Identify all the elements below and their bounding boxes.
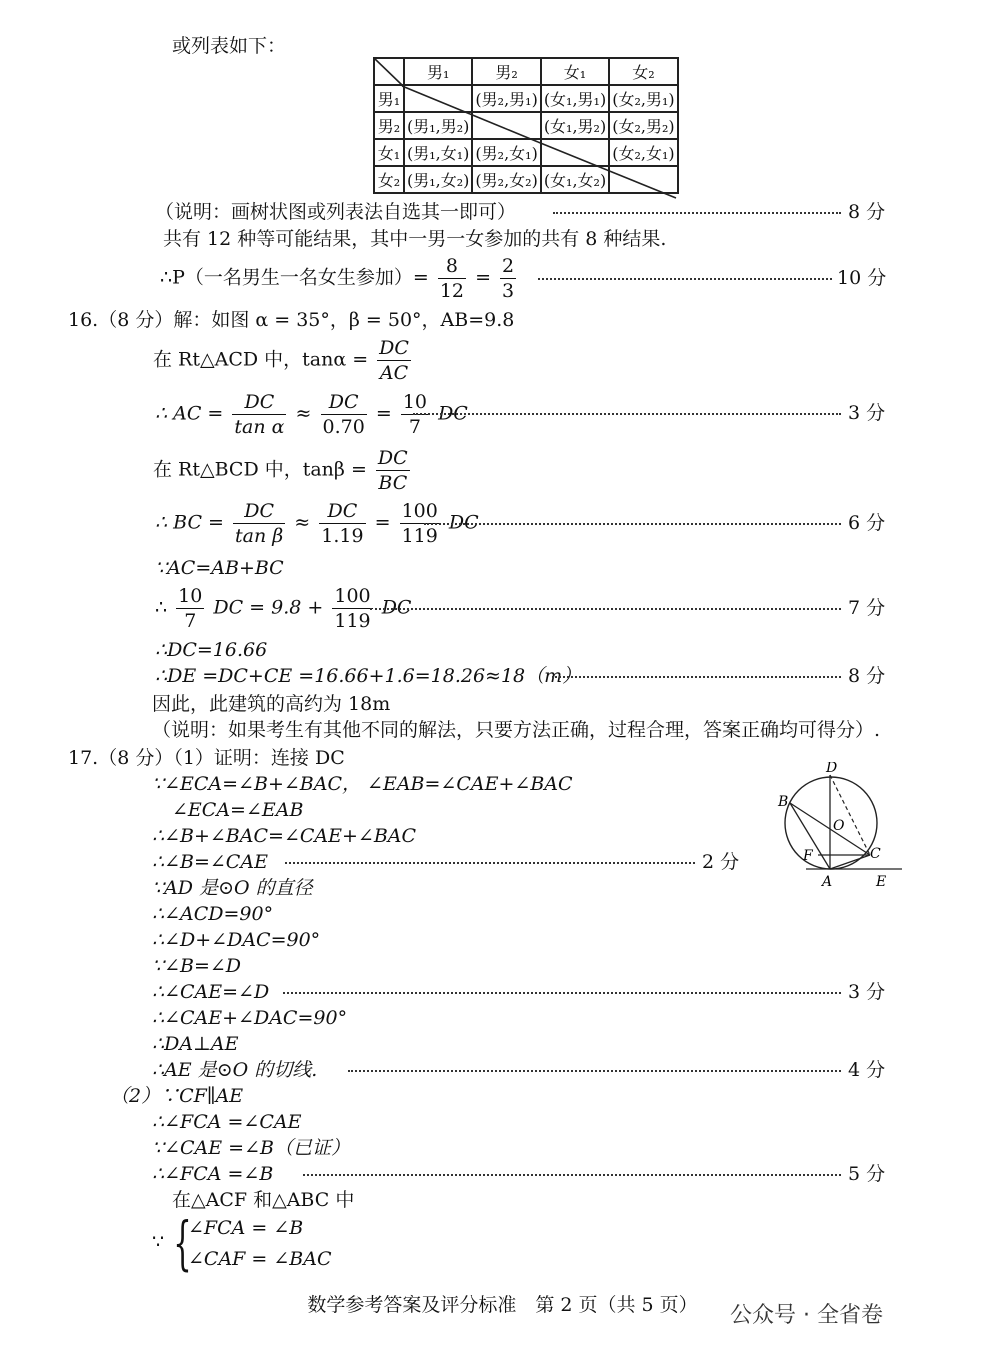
proof-line: ∵∠CAE =∠B（已证） (152, 1137, 350, 1159)
dot-leader (413, 413, 841, 415)
col-header: 男₁ (404, 58, 472, 85)
page-footer: 数学参考答案及评分标准 第 2 页（共 5 页） (307, 1294, 698, 1316)
score-label: 7 分 (848, 597, 886, 619)
rt-acd-line: 在 Rt△ACD 中，tanα = $\frac{DC}{AC}$ (153, 337, 409, 384)
proof-line: ∴∠CAE=∠D (152, 981, 270, 1003)
fraction: $\frac{2}{3}$ (502, 255, 515, 302)
proof-line: ∵AD 是⊙O 的直径 (152, 877, 313, 899)
q17-title: 17.（8 分）（1）证明：连接 DC (68, 747, 345, 769)
row-header: 男₁ (374, 85, 404, 112)
col-header: 女₂ (609, 58, 677, 85)
dc-value: ∴DC=16.66 (155, 639, 268, 661)
table-cell: (女₁,女₂) (541, 166, 609, 193)
dot-leader (303, 1174, 841, 1176)
table-cell: (男₁,女₁) (404, 139, 472, 166)
fraction: $\frac{DC}{\text{tan α}}$ (234, 391, 285, 438)
watermark: 公众号 · 全省卷 (730, 1303, 883, 1328)
dot-leader (553, 212, 841, 214)
label-f: F (803, 848, 813, 864)
row-header: 男₂ (374, 112, 404, 139)
fraction: $\frac{8}{12}$ (439, 255, 465, 302)
intro-text: 或列表如下： (172, 35, 287, 57)
dot-leader (370, 608, 841, 610)
score-label: 3 分 (848, 981, 886, 1003)
proof-line: ∴∠B=∠CAE (152, 851, 268, 873)
equation-line: ∴ $\frac{10}{7}$ DC = 9.8 + $\frac{100}{119}$ DC (155, 585, 412, 632)
label-d: D (826, 762, 838, 776)
score-label: 4 分 (848, 1059, 886, 1081)
dot-leader (552, 676, 841, 678)
score-label: 2 分 (702, 851, 740, 873)
score-label: 3 分 (848, 402, 886, 424)
note-alternative: （说明：如果考生有其他不同的解法，只要方法正确，过程合理，答案正确均可得分）. (152, 719, 881, 741)
proof-line: ∴DA⊥AE (152, 1033, 239, 1055)
fraction: $\frac{100}{119}$ (334, 585, 371, 632)
fraction: $\frac{10}{7}$ (402, 391, 428, 438)
score-label: 10 分 (837, 267, 887, 289)
dot-leader (285, 862, 695, 864)
table-cell: (女₂,男₂) (609, 112, 677, 139)
dot-leader (424, 523, 841, 525)
score-label: 6 分 (848, 512, 886, 534)
fraction: $\frac{10}{7}$ (178, 585, 203, 632)
proof-line: ∴∠CAE+∠DAC=90° (152, 1007, 348, 1029)
because-sum: ∵AC=AB+BC (155, 557, 284, 579)
proof-line: ∴∠ACD=90° (152, 903, 274, 925)
table-cell: (女₁,男₂) (541, 112, 609, 139)
table-cell: (男₂,女₁) (472, 139, 540, 166)
condition-line: ∠FCA = ∠B (188, 1217, 304, 1239)
dot-leader (283, 992, 841, 994)
fraction: $\frac{DC}{BC}$ (377, 447, 408, 494)
score-label: 5 分 (848, 1163, 886, 1185)
conclusion: 因此，此建筑的高约为 18m (152, 693, 391, 715)
label-o: O (833, 818, 845, 834)
proof-line: ∴∠FCA =∠CAE (152, 1111, 302, 1133)
circle-figure (770, 762, 910, 892)
table-cell: (女₂,男₁) (609, 85, 677, 112)
fraction: $\frac{DC}{0.70}$ (322, 391, 365, 438)
col-header: 男₂ (472, 58, 540, 85)
fraction: $\frac{DC}{1.19}$ (321, 500, 364, 547)
de-value: ∴DE =DC+CE =16.66+1.6=18.26≈18（m） (155, 665, 582, 687)
dot-leader (348, 1070, 841, 1072)
total-outcomes: 共有 12 种等可能结果，其中一男一女参加的共有 8 种结果. (163, 228, 667, 250)
label-c: C (870, 846, 881, 862)
proof-line: ∴AE 是⊙O 的切线. (152, 1059, 318, 1081)
fraction: $\frac{100}{119}$ (401, 500, 438, 547)
proof-line: ∠ECA=∠EAB (172, 799, 304, 821)
note-tree-table: （说明：画树状图或列表法自选其一即可） (155, 201, 517, 223)
proof-line: ∴∠B+∠BAC=∠CAE+∠BAC (152, 825, 417, 847)
proof-line: （2）∵CF∥AE (110, 1085, 244, 1107)
table-cell: (男₁,女₂) (404, 166, 472, 193)
score-label: 8 分 (848, 201, 886, 223)
table-cell: (男₂,男₁) (472, 85, 540, 112)
because-symbol: ∵ (152, 1231, 165, 1253)
row-header: 女₁ (374, 139, 404, 166)
proof-line: ∴∠FCA =∠B (152, 1163, 274, 1185)
label-b: B (778, 794, 789, 810)
table-cell: (男₂,女₂) (472, 166, 540, 193)
probability-line: ∴P（一名男生一名女生参加）= $\frac{8}{12}$ = $\frac{2}{3}$ (160, 255, 515, 302)
dot-leader (538, 278, 832, 280)
fraction: $\frac{DC}{\text{tan β}}$ (235, 500, 284, 547)
label-a: A (822, 874, 833, 890)
label-e: E (876, 874, 887, 890)
table-cell: (男₁,男₂) (404, 112, 472, 139)
table-cell: (女₁,男₁) (541, 85, 609, 112)
fraction: $\frac{DC}{AC}$ (379, 337, 409, 384)
bc-line: ∴ BC = $\frac{DC}{\text{tan β}}$ ≈ $\frac{DC}{1.19}$ = $\frac{100}{119}$ DC (155, 500, 479, 547)
left-brace: { (173, 1209, 192, 1277)
row-header: 女₂ (374, 166, 404, 193)
prob-lhs: ∴P（一名男生一名女生参加）= (160, 266, 429, 289)
col-header: 女₁ (541, 58, 609, 85)
ac-line: ∴ AC = $\frac{DC}{\text{tan α}}$ ≈ $\frac{DC}{0.70}$ = $\frac{10}{7}$ DC (155, 391, 468, 438)
q16-title: 16.（8 分）解：如图 α = 35°，β = 50°，AB=9.8 (68, 309, 515, 331)
condition-line: ∠CAF = ∠BAC (188, 1248, 332, 1270)
proof-line: ∵∠ECA=∠B+∠BAC， ∠EAB=∠CAE+∠BAC (152, 773, 573, 795)
rt-bcd-line: 在 Rt△BCD 中，tanβ = $\frac{DC}{BC}$ (153, 447, 408, 494)
score-label: 8 分 (848, 665, 886, 687)
table-cell: (女₂,女₁) (609, 139, 677, 166)
proof-line: 在△ACF 和△ABC 中 (172, 1189, 355, 1211)
proof-line: ∴∠D+∠DAC=90° (152, 929, 321, 951)
proof-line: ∵∠B=∠D (152, 955, 242, 977)
